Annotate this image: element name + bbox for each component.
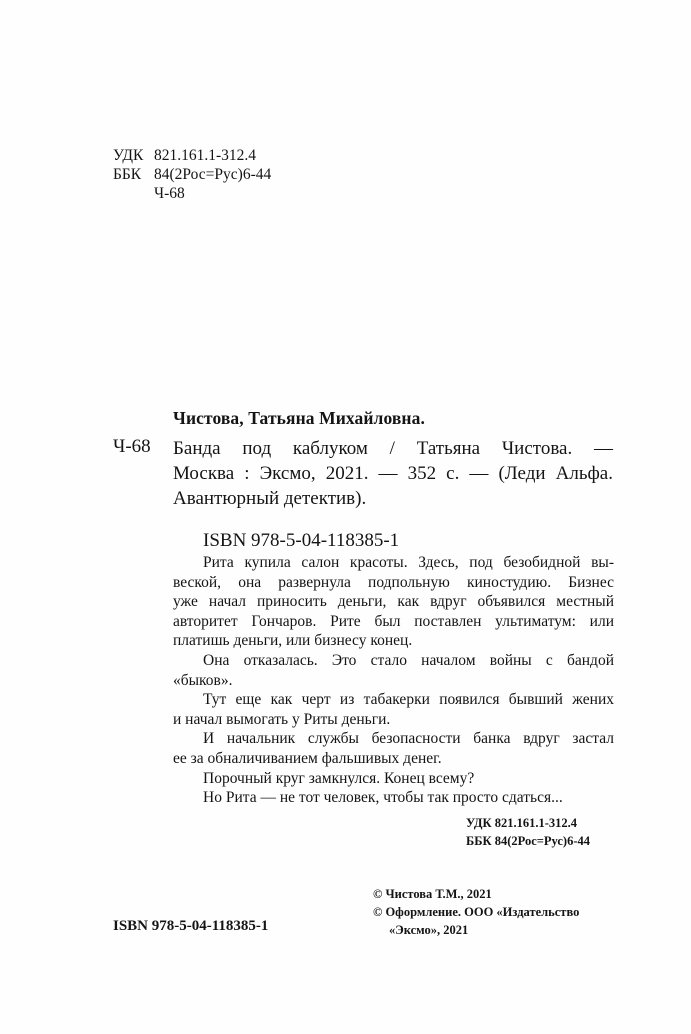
copyright-design-continued: «Эксмо», 2021 [389,923,469,937]
copyright-design: © Оформление. ООО «Издательство [373,905,580,919]
author-mark-row [113,184,271,203]
annotation-line: платишь деньги, или бизнесу конец. [173,632,413,650]
bbk-row [113,165,271,184]
annotation-line: Тут еще как черт из табакерки появился бывший жених [203,691,614,709]
annotation-line: Но Рита — не тот человек, чтобы так просто сдаться... [203,789,563,807]
annotation-line: веской, она развернула подпольную киностудию. Бизнес [173,573,614,591]
annotation-line: И начальник службы безопасности банка вдруг застал [203,730,614,748]
bibliographic-citation [173,436,613,511]
annotation [173,553,614,808]
citation-mark: Ч-68 [113,436,151,457]
udk-row [113,146,271,165]
annotation-line: Рита купила салон красоты. Здесь, под безобидной вы- [203,554,614,571]
udk-label: УДК [113,147,144,164]
annotation-line: Порочный круг замкнулся. Конец всему? [203,769,475,787]
copyright-author: © Чистова Т.М., 2021 [373,887,492,901]
udk-bold: УДК 821.161.1-312.4 [466,816,577,830]
citation-line: Банда под каблуком / Татьяна Чистова. — [173,438,613,459]
isbn-bottom: ISBN 978-5-04-118385-1 [113,918,269,934]
citation-line: Москва : Эксмо, 2021. — 352 с. — (Леди Альфа. [173,463,613,484]
isbn-main: ISBN 978-5-04-118385-1 [203,530,400,551]
udk-value: 821.161.1-312.4 [154,147,257,164]
annotation-line: «быков». [173,671,233,689]
copyright-block [373,885,579,939]
annotation-line: ее за обналичиванием фальшивых денег. [173,749,442,767]
classification-codes-bold [466,814,590,850]
bbk-label: ББК [113,166,142,183]
author-heading: Чистова, Татьяна Михайловна. [173,408,425,428]
annotation-line: Она отказалась. Это стало началом войны с бандой [203,651,614,669]
annotation-line: уже начал приносить деньги, как вдруг объявился местный [173,593,614,611]
bbk-value: 84(2Рос=Рус)6-44 [154,166,272,183]
annotation-line: и начал вымогать у Риты деньги. [173,710,391,728]
annotation-line: авторитет Гончаров. Рите был поставлен ультиматум: или [173,612,614,630]
author-mark: Ч-68 [154,185,185,202]
bbk-bold: ББК 84(2Рос=Рус)6-44 [466,834,590,848]
citation-line: Авантюрный детектив). [173,488,367,509]
classification-codes [113,146,271,203]
